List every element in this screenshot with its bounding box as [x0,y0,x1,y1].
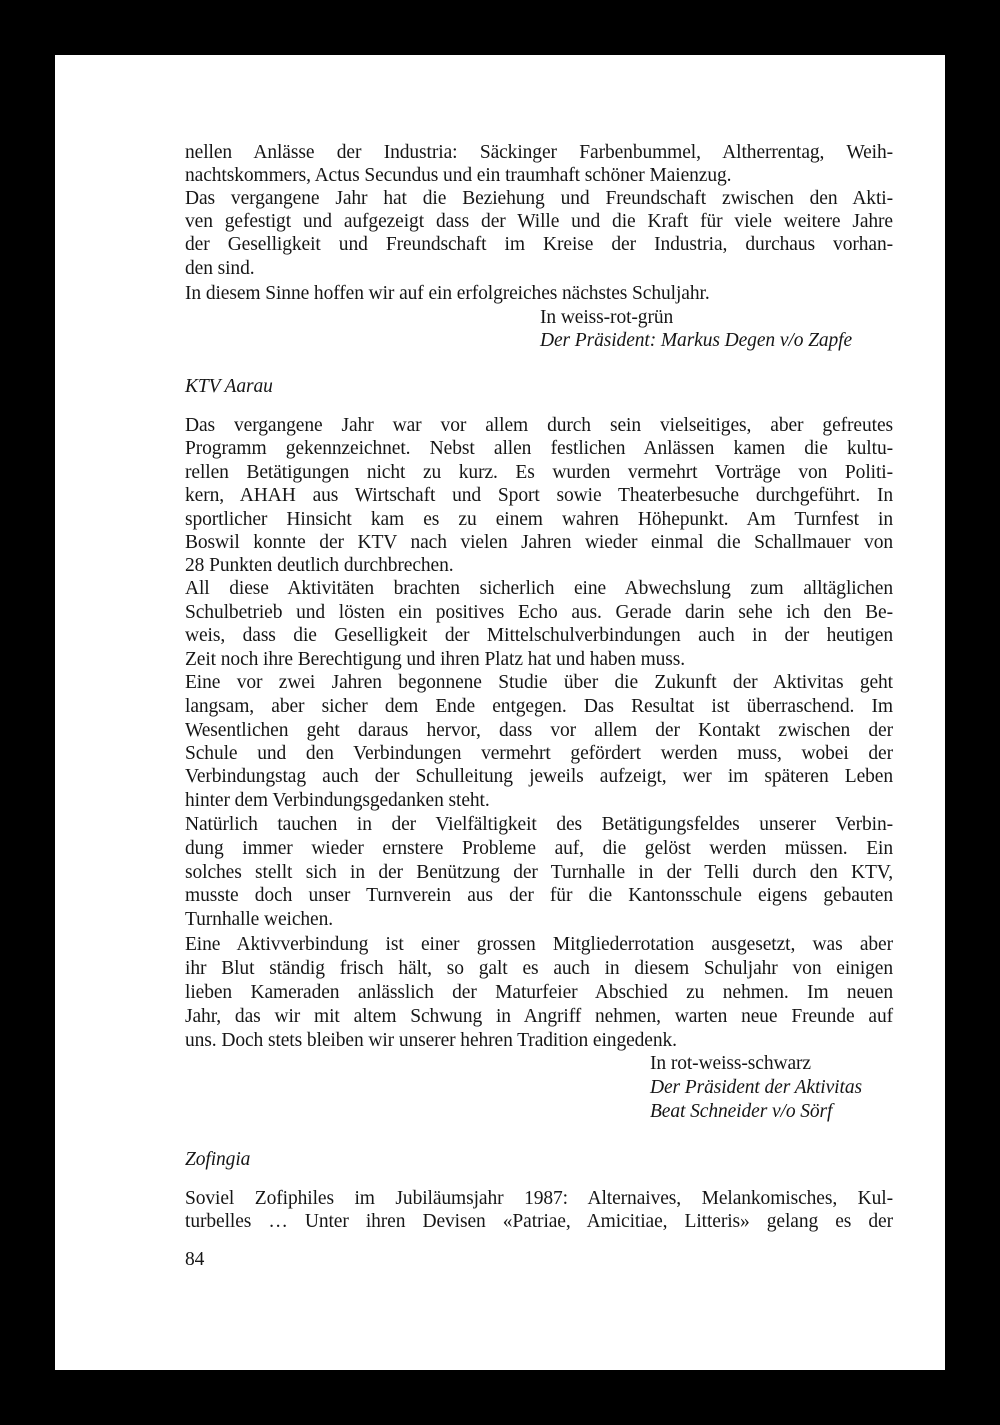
text-line: Eine vor zwei Jahren begonnene Studie über die Zukunft der Aktivitas geht [185,672,893,693]
text-line: ihr Blut ständig frisch hält, so galt es auch in diesem Schuljahr von einigen [185,958,893,979]
text-line: musste doch unser Turnverein aus der für die Kantonsschule eigens gebauten [185,885,893,906]
text-line: All diese Aktivitäten brachten sicherlich eine Abwechslung zum alltäglichen [185,578,893,599]
text-line: Soviel Zofiphiles im Jubiläumsjahr 1987: Alternaives, Melankomisches, Kul- [185,1188,893,1209]
text-line: Programm gekennzeichnet. Nebst allen festlichen Anlässen kamen die kultu- [185,438,893,459]
text-line: kern, AHAH aus Wirtschaft und Sport sowie Theaterbesuche durchgeführt. In [185,485,893,506]
text-line: den sind. [185,258,255,279]
text-line: Schule und den Verbindungen vermehrt gefördert werden muss, wobei der [185,743,893,764]
text-line: hinter dem Verbindungsgedanken steht. [185,790,490,811]
text-line: lieben Kameraden anlässlich der Maturfeier Abschied zu nehmen. Im neuen [185,982,893,1003]
text-line: nellen Anlässe der Industria: Säckinger Farbenbummel, Altherrentag, Weih- [185,142,893,163]
text-line: Zeit noch ihre Berechtigung und ihren Platz hat und haben muss. [185,649,686,670]
section-heading: KTV Aarau [185,376,273,397]
text-line: rellen Betätigungen nicht zu kurz. Es wurden vermehrt Vorträge von Politi- [185,462,893,483]
text-line: turbelles … Unter ihren Devisen «Patriae, Amicitiae, Litteris» gelang es der [185,1211,893,1232]
text-line: Das vergangene Jahr hat die Beziehung und Freundschaft zwischen den Akti- [185,188,893,209]
text-line: Jahr, das wir mit altem Schwung in Angriff nehmen, warten neue Freunde auf [185,1006,893,1027]
text-line: sportlicher Hinsicht kam es zu einem wahren Höhepunkt. Am Turnfest in [185,509,893,530]
text-line: uns. Doch stets bleiben wir unserer hehren Tradition eingedenk. [185,1030,677,1051]
text-line: Das vergangene Jahr war vor allem durch sein vielseitiges, aber gefreutes [185,415,893,436]
text-line: Schulbetrieb und lösten ein positives Echo aus. Gerade darin sehe ich den Be- [185,602,893,623]
text-line: ven gefestigt und aufgezeigt dass der Wille und die Kraft für viele weitere Jahre [185,211,893,232]
text-line: dung immer wieder ernstere Probleme auf, die gelöst werden müssen. Ein [185,838,893,859]
text-line: Wesentlichen geht daraus hervor, dass vor allem der Kontakt zwischen der [185,720,893,741]
closing-line: In rot-weiss-schwarz [650,1053,811,1074]
signature-role: Der Präsident der Aktivitas [650,1077,862,1098]
section-heading: Zofingia [185,1149,251,1170]
text-line: Boswil konnte der KTV nach vielen Jahren wieder einmal die Schallmauer von [185,532,893,553]
text-line: Verbindungstag auch der Schulleitung jeweils aufzeigt, wer im späteren Leben [185,766,893,787]
text-line: 28 Punkten deutlich durchbrechen. [185,555,454,576]
signature: Der Präsident: Markus Degen v/o Zapfe [540,330,853,351]
text-line: Eine Aktivverbindung ist einer grossen Mitgliederrotation ausgesetzt, was aber [185,934,893,955]
signature-name: Beat Schneider v/o Sörf [650,1101,833,1122]
page-number: 84 [185,1249,205,1270]
text-line: In diesem Sinne hoffen wir auf ein erfolgreiches nächstes Schuljahr. [185,283,710,304]
text-line: nachtskommers, Actus Secundus und ein traumhaft schöner Maienzug. [185,165,732,186]
text-line: langsam, aber sicher dem Ende entgegen. Das Resultat ist überraschend. Im [185,696,893,717]
text-line: Natürlich tauchen in der Vielfältigkeit des Betätigungsfeldes unserer Verbin- [185,814,893,835]
text-line: weis, dass die Geselligkeit der Mittelschulverbindungen auch in der heutigen [185,625,893,646]
text-line: Turnhalle weichen. [185,909,334,930]
closing-line: In weiss-rot-grün [540,307,674,328]
text-line: der Geselligkeit und Freundschaft im Kreise der Industria, durchaus vorhan- [185,234,893,255]
text-line: solches stellt sich in der Benützung der Turnhalle in der Telli durch den KTV, [185,862,893,883]
